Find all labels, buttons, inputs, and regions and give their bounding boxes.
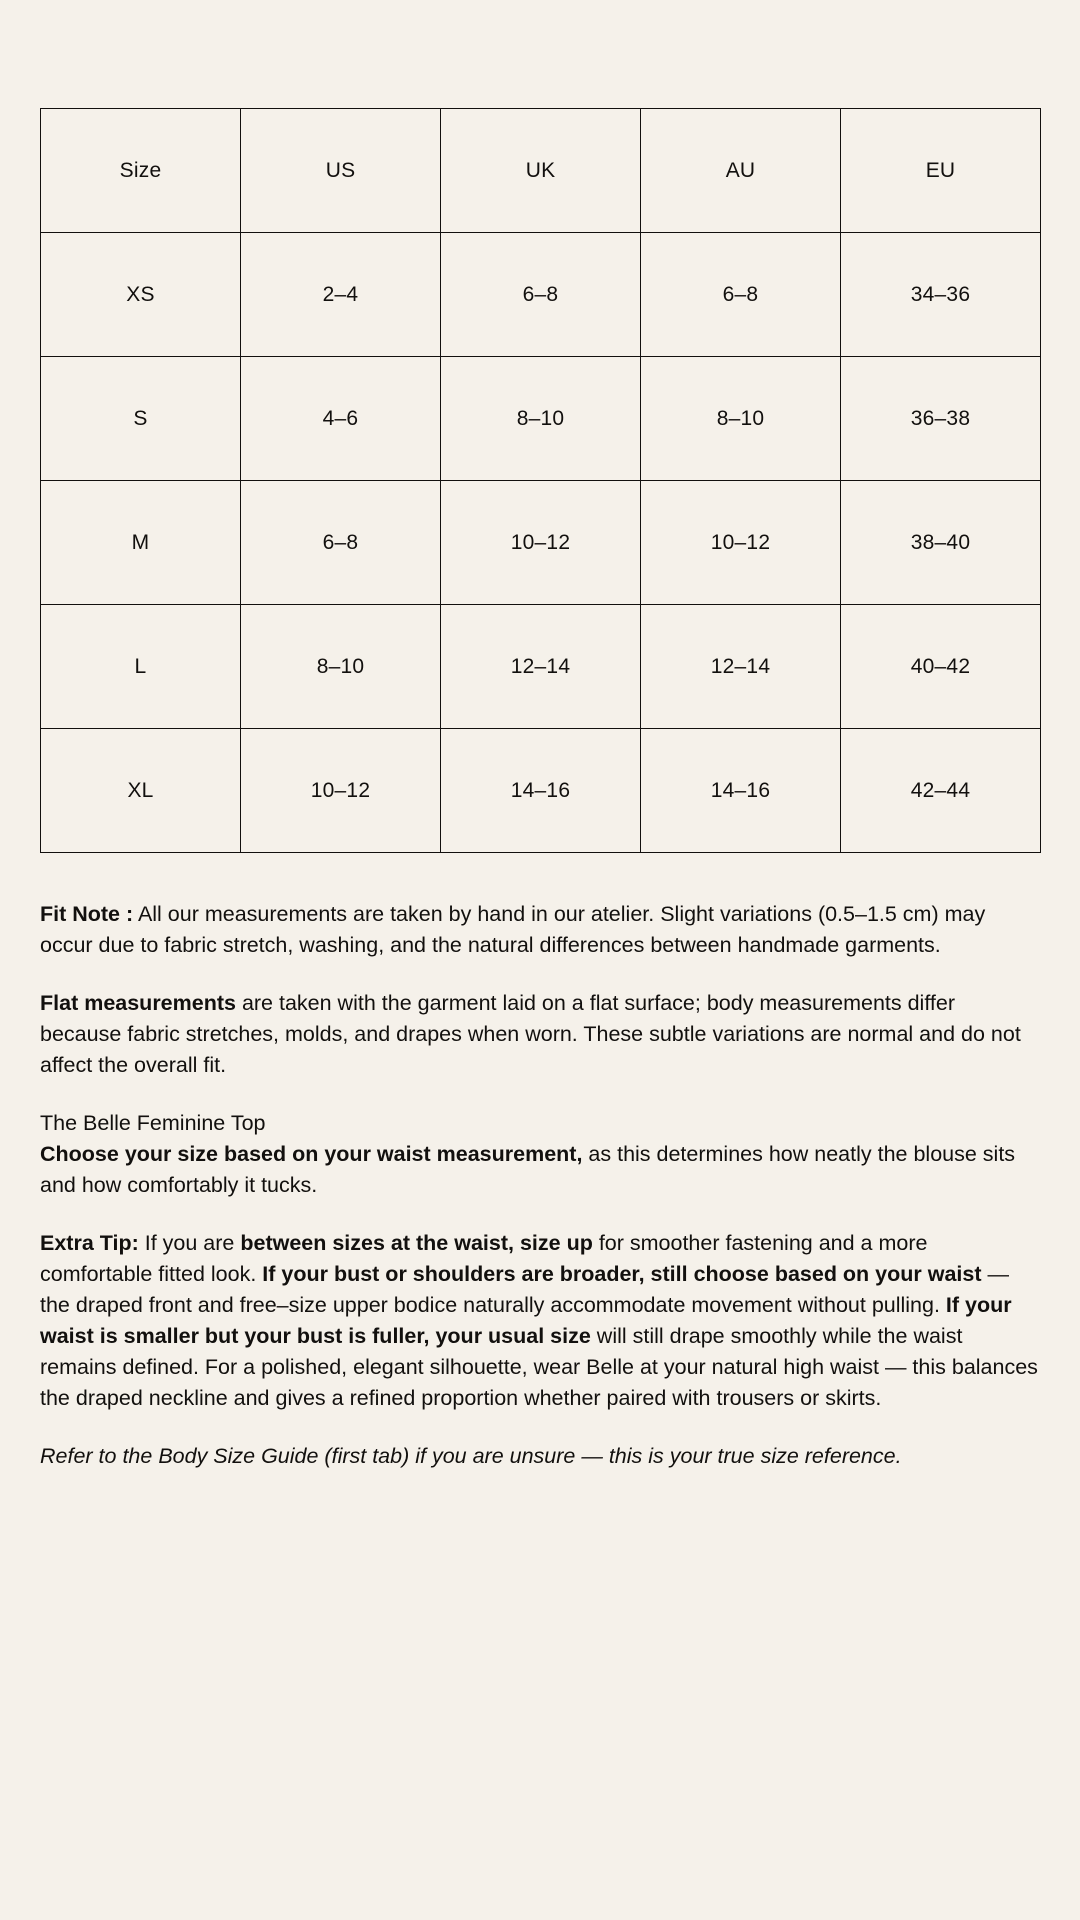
extra-tip-paragraph — [40, 1228, 1040, 1414]
refer-note: Refer to the Body Size Guide (first tab) if you are unsure — this is your true size reference. — [40, 1444, 902, 1468]
cell-eu: 36–38 — [841, 357, 1041, 481]
cell-us: 6–8 — [241, 481, 441, 605]
cell-au: 14–16 — [641, 729, 841, 853]
flat-measurements-text: are taken with the garment laid on a flat surface; body measurements differ because fabric stretches, molds, and drapes when worn. These subtle variations are normal and do not affect the overall fit. — [40, 991, 1021, 1077]
cell-size: M — [41, 481, 241, 605]
size-guide-copy — [40, 899, 1040, 1472]
cell-size: L — [41, 605, 241, 729]
cell-au: 10–12 — [641, 481, 841, 605]
cell-size: XL — [41, 729, 241, 853]
extra-tip-bold-2: If your bust or shoulders are broader, still choose based on your waist — [262, 1262, 982, 1286]
table-row — [41, 729, 1041, 853]
table-row — [41, 605, 1041, 729]
cell-uk: 8–10 — [441, 357, 641, 481]
cell-uk: 12–14 — [441, 605, 641, 729]
flat-measurements-paragraph — [40, 988, 1040, 1081]
cell-eu: 34–36 — [841, 233, 1041, 357]
column-header-us: US — [241, 109, 441, 233]
column-header-uk: UK — [441, 109, 641, 233]
fit-note-label: Fit Note : — [40, 902, 134, 926]
extra-tip-text-1: If you are — [138, 1231, 241, 1255]
cell-uk: 14–16 — [441, 729, 641, 853]
cell-au: 8–10 — [641, 357, 841, 481]
table-row — [41, 357, 1041, 481]
cell-au: 6–8 — [641, 233, 841, 357]
column-header-au: AU — [641, 109, 841, 233]
cell-size: S — [41, 357, 241, 481]
fit-note-paragraph — [40, 899, 1040, 961]
table-row — [41, 233, 1041, 357]
cell-eu: 38–40 — [841, 481, 1041, 605]
cell-au: 12–14 — [641, 605, 841, 729]
product-paragraph — [40, 1108, 1040, 1201]
size-conversion-table — [40, 108, 1041, 853]
extra-tip-label: Extra Tip: — [40, 1231, 139, 1255]
cell-size: XS — [41, 233, 241, 357]
cell-uk: 10–12 — [441, 481, 641, 605]
column-header-eu: EU — [841, 109, 1041, 233]
cell-uk: 6–8 — [441, 233, 641, 357]
table-header-row — [41, 109, 1041, 233]
extra-tip-text-2: for smoother fastening and a more comfortable fitted look. — [40, 1231, 928, 1286]
extra-tip-bold-1: between sizes at the waist, size up — [240, 1231, 593, 1255]
column-header-size: Size — [41, 109, 241, 233]
choose-size-text: as this determines how neatly the blouse sits and how comfortably it tucks. — [40, 1142, 1016, 1197]
cell-us: 8–10 — [241, 605, 441, 729]
cell-eu: 40–42 — [841, 605, 1041, 729]
extra-tip-bold-3: If your waist is smaller but your bust is fuller, your usual size — [40, 1293, 1012, 1348]
table-row — [41, 481, 1041, 605]
cell-us: 10–12 — [241, 729, 441, 853]
cell-us: 4–6 — [241, 357, 441, 481]
flat-measurements-label: Flat measurements — [40, 991, 236, 1015]
fit-note-text: All our measurements are taken by hand in our atelier. Slight variations (0.5–1.5 cm) may occur due to fabric stretch, washing, and the natural differences between handmade garments. — [40, 902, 986, 957]
extra-tip-text-4: will still drape smoothly while the waist remains defined. For a polished, elegant silhouette, wear Belle at your natural high waist — this balances the draped neckline and gives a refined proportion whether paired with trousers or skirts. — [40, 1324, 1038, 1410]
extra-tip-text-3: — the draped front and free–size upper bodice naturally accommodate movement without pulling. — [40, 1262, 1009, 1317]
choose-size-label: Choose your size based on your waist measurement, — [40, 1142, 583, 1166]
product-name: The Belle Feminine Top — [40, 1111, 266, 1135]
cell-eu: 42–44 — [841, 729, 1041, 853]
cell-us: 2–4 — [241, 233, 441, 357]
